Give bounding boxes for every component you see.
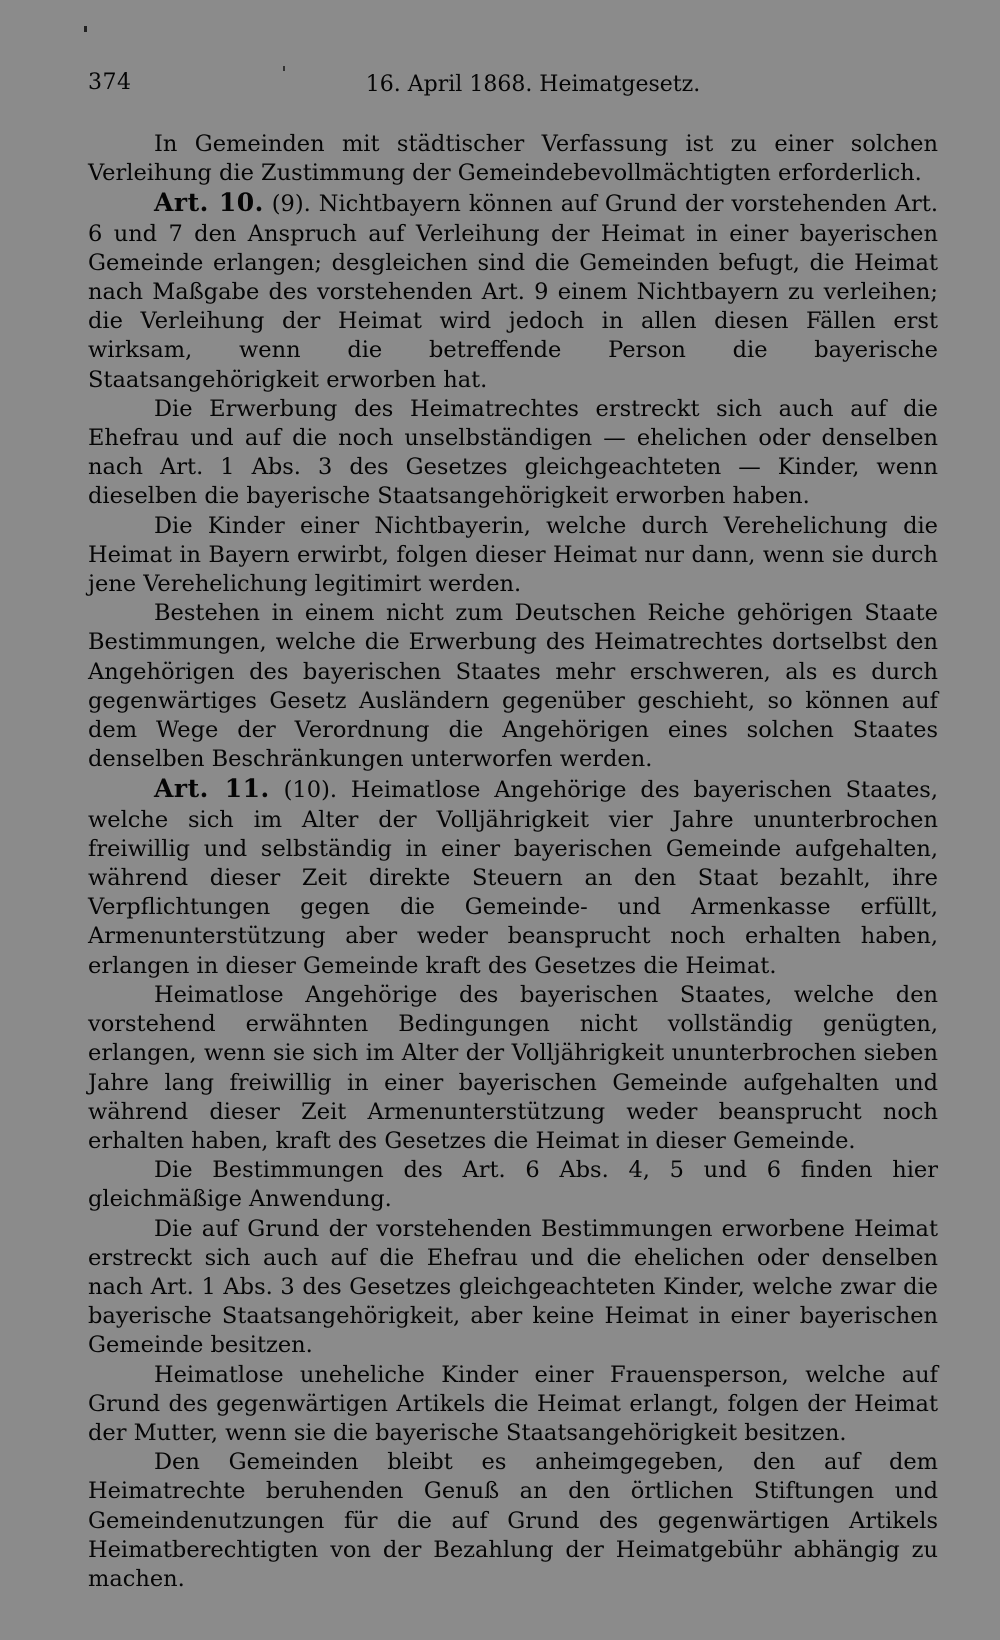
paragraph	[88, 981, 938, 1156]
article-paragraph	[88, 774, 938, 980]
paragraph-text: Heimatlose Angehörige des bayerischen Staates, welche sich im Alter der Volljährigkeit vier Jahre ununterbrochen freiwillig und selbständig in einer bayerischen Gemeinde aufgehalten, während dieser Zeit direkte Steuern an den Staat bezahlt, ihre Verpflichtungen gegen die Gemeinde- und Armenkasse erfüllt, Armenunterstützung aber weder beansprucht noch erhalten haben, erlangen in dieser Gemeinde kraft des Gesetzes die Heimat.	[88, 777, 938, 979]
paragraph-text: Die Kinder einer Nichtbayerin, welche durch Verehelichung die Heimat in Bayern erwirbt, folgen dieser Heimat nur dann, wenn sie durch jene Verehelichung legitimirt werden.	[88, 512, 938, 598]
paragraph-text: Heimatlose Angehörige des bayerischen Staates, welche den vorstehend erwähnten Bedingungen nicht vollständig genügten, erlangen, wenn sie sich im Alter der Volljährigkeit ununterbrochen sieben Jahre lang freiwillig in einer bayerischen Gemeinde aufgehalten und während dieser Zeit Armenunterstützung weder beansprucht noch erhalten haben, kraft des Gesetzes die Heimat in dieser Gemeinde.	[88, 981, 938, 1154]
paragraph-text: Die auf Grund der vorstehenden Bestimmungen erworbene Heimat erstreckt sich auch auf die Ehefrau und die ehelichen oder denselben nach Art. 1 Abs. 3 des Gesetzes gleichgeachteten Kinder, welche zwar die bayerische Staatsangehörigkeit, aber keine Heimat in einer bayerischen Gemeinde besitzen.	[88, 1215, 938, 1359]
running-title: 16. April 1868. Heimatgesetz.	[365, 72, 701, 97]
paragraph	[88, 512, 938, 600]
paragraph	[88, 1156, 938, 1214]
paragraph-text: Die Erwerbung des Heimatrechtes erstreckt sich auch auf die Ehefrau und auf die noch unselbständigen — ehelichen oder denselben nach Art. 1 Abs. 3 des Gesetzes gleichgeachteten — Kinder, wenn dieselben die bayerische Staatsangehörigkeit erworben haben.	[88, 395, 938, 510]
page-number: 374	[88, 70, 132, 95]
article-ref: (10).	[283, 777, 337, 804]
article-paragraph	[88, 188, 938, 394]
paragraph-text: Den Gemeinden bleibt es anheimgegeben, den auf dem Heimatrechte beruhenden Genuß an den örtlichen Stiftungen und Gemeindenutzungen für die auf Grund des gegenwärtigen Artikels Heimatberechtigten von der Bezahlung der Heimatgebühr abhängig zu machen.	[88, 1449, 938, 1592]
paragraph	[88, 395, 938, 512]
paragraph	[88, 1448, 938, 1594]
paragraph	[88, 1215, 938, 1361]
paragraph-text: Die Bestimmungen des Art. 6 Abs. 4, 5 und 6 finden hier gleichmäßige Anwendung.	[88, 1157, 938, 1213]
article-number: Art. 10.	[154, 188, 264, 218]
scan-mark	[84, 26, 87, 32]
paragraph	[88, 130, 938, 188]
paragraph-text: Heimatlose uneheliche Kinder einer Frauensperson, welche auf Grund des gegenwärtigen Artikels die Heimat erlangt, folgen der Heimat der Mutter, wenn sie die bayerische Staatsangehörigkeit besitzen.	[88, 1361, 938, 1446]
paragraph	[88, 1361, 938, 1449]
page-header	[88, 66, 938, 102]
paragraph-text: Bestehen in einem nicht zum Deutschen Reiche gehörigen Staate Bestimmungen, welche die Erwerbung des Heimatrechtes dortselbst den Angehörigen des bayerischen Staates mehr erschweren, als es durch gegenwärtiges Gesetz Ausländern gegenüber geschieht, so können auf dem Wege der Verordnung die Angehörigen eines solchen Staates denselben Beschränkungen unterworfen werden.	[88, 600, 938, 773]
article-ref: (9).	[271, 191, 311, 218]
paragraph-text: In Gemeinden mit städtischer Verfassung ist zu einer solchen Verleihung die Zustimmung der Gemeindebevollmächtigten erforderlich.	[88, 131, 938, 187]
body-text	[88, 130, 938, 1594]
paragraph	[88, 599, 938, 774]
paragraph-text: Nichtbayern können auf Grund der vorstehenden Art. 6 und 7 den Anspruch auf Verleihung der Heimat in einer bayerischen Gemeinde erlangen; desgleichen sind die Gemeinden befugt, die Heimat nach Maßgabe des vorstehenden Art. 9 einem Nichtbayern zu verleihen; die Verleihung der Heimat wird jedoch in allen diesen Fällen erst wirksam, wenn die betreffende Person die bayerische Staatsangehörigkeit erworben hat.	[88, 191, 938, 393]
article-number: Art. 11.	[154, 774, 270, 804]
